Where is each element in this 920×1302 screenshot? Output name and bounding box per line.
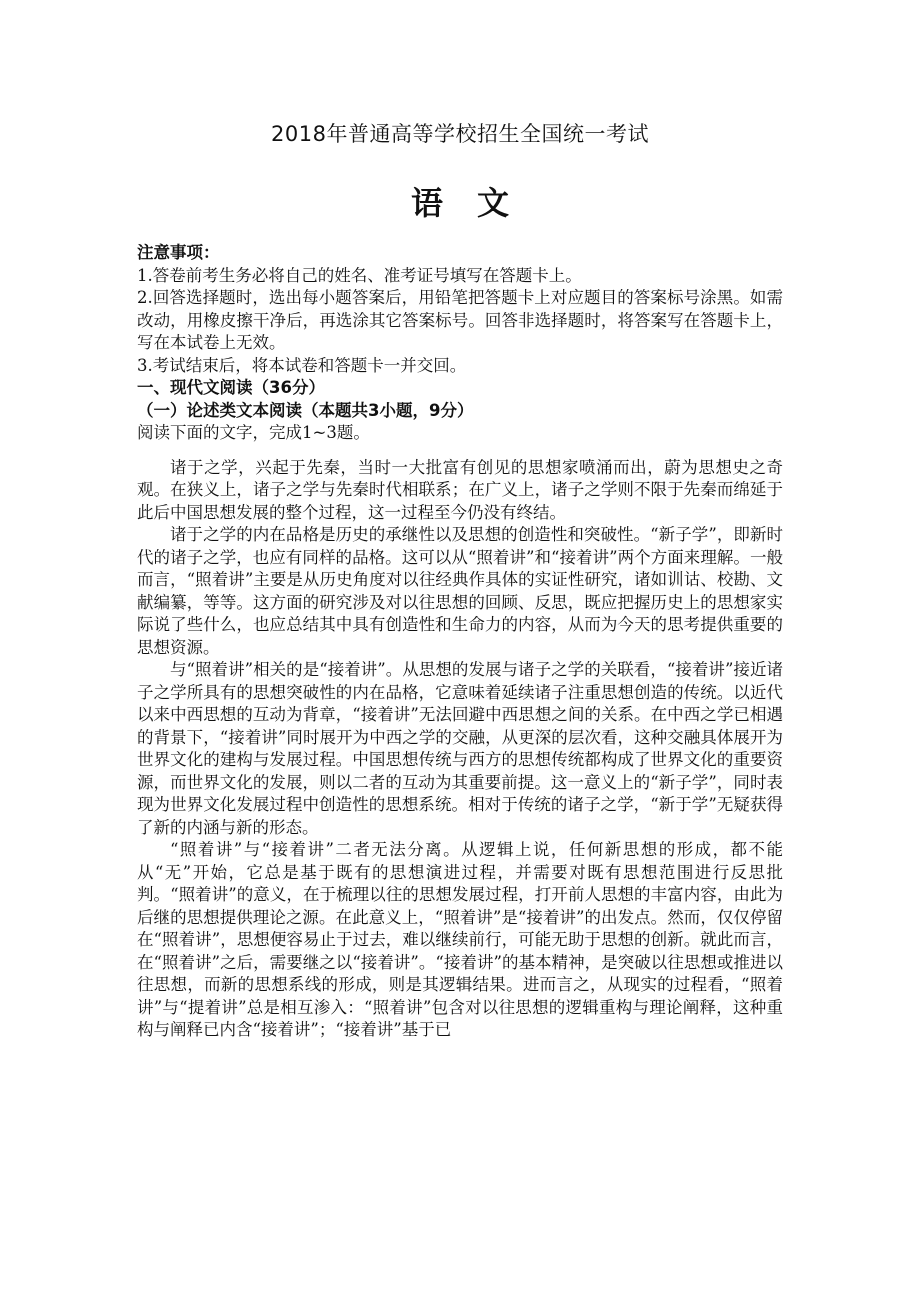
notice-item-1: 1.答卷前考生务必将自己的姓名、准考证号填写在答题卡上。	[137, 265, 582, 285]
section-heading: 一、现代文阅读（36分）	[137, 378, 325, 397]
passage-paragraph-1: 诸于之学，兴起于先秦，当时一大批富有创见的思想家喷涌而出，蔚为思想史之奇观。在狭义上，诸子之学与先秦时代相联系；在广义上，诸子之学则不限于先秦而绵延于此后中国思想发展的整个过程，这一过程至今仍没有终结。	[137, 457, 783, 522]
notice-item-2: 2.回答选择题时，选出每小题答案后，用铅笔把答题卡上对应题目的答案标号涂黑。如需改动，用橡皮擦干净后，再选涂其它答案标号。回答非选择题时，将答案写在答题卡上，写在本试卷上无效。	[137, 288, 783, 352]
section-subheading: （一）论述类文本阅读（本题共3小题，9分）	[137, 400, 474, 420]
passage-paragraph-2: 诸于之学的内在品格是历史的承继性以及思想的创造性和突破性。“新子学”，即新时代的诸子之学，也应有同样的品格。这可以从“照着讲”和“接着讲”两个方面来理解。一般而言，“照着讲”主要是从历史角度对以往经典作具体的实证性研究，诸如训诂、校勘、文献编纂，等等。这方面的研究涉及对以往思想的回顾、反思，既应把握历史上的思想家实际说了些什么，也应总结其中具有创造性和生命力的内容，从而为今天的思考提供重要的思想资源。	[137, 525, 783, 657]
subject-title: 语文	[410, 184, 543, 222]
notice-heading: 注意事项：	[137, 243, 220, 262]
spacer	[137, 445, 783, 457]
passage-paragraph-3: 与“照着讲”相关的是“接着讲”。从思想的发展与诸子之学的关联看，“接着讲”接近诸子之学所具有的思想突破性的内在品格，它意味着延续诸子注重思想创造的传统。以近代以来中西思想的互动为背章，“接着讲”无法回避中西思想之间的关系。在中西之学已相遇的背景下，“接着讲”同时展开为中西之学的交融，从更深的层次看，这种交融具体展开为世界文化的建构与发展过程。中国思想传统与西方的思想传统都构成了世界文化的重要资源，而世界文化的发展，则以二者的互动为其重要前提。这一意义上的“新子学”，同时表现为世界文化发展过程中创造性的思想系统。相对于传统的诸子之学，“新于学”无疑获得了新的内涵与新的形态。	[137, 660, 783, 837]
notice-item-3: 3.考试结束后，将本试卷和答题卡一并交回。	[137, 355, 467, 375]
passage-paragraph-4: “照着讲”与“接着讲”二者无法分离。从逻辑上说，任何新思想的形成，都不能从“无”开始，它总是基于既有的思想演进过程，并需要对既有思想范围进行反思批判。“照着讲”的意义，在于梳理以往的思想发展过程，打开前人思想的丰富内容，由此为后继的思想提供理论之源。在此意义上，“照着讲”是“接着讲”的出发点。然而，仅仅停留在“照着讲”，思想便容易止于过去，难以继续前行，可能无助于思想的创新。就此而言，在“照着讲”之后，需要继之以“接着讲”。“接着讲”的基本精神，是突破以往思想或推进以往思想，而新的思想系线的形成，则是其逻辑结果。进而言之，从现实的过程看，“照着讲”与“提着讲”总是相互渗入：“照着讲”包含对以往思想的逻辑重构与理论阐释，这种重构与阐释已内含“接着讲”；“接着讲”基于已	[137, 840, 783, 1039]
exam-title: 2018年普通高等学校招生全国统一考试	[271, 122, 649, 146]
reading-instruction: 阅读下面的文字，完成1~3题。	[137, 423, 370, 442]
document-body	[137, 242, 783, 1042]
